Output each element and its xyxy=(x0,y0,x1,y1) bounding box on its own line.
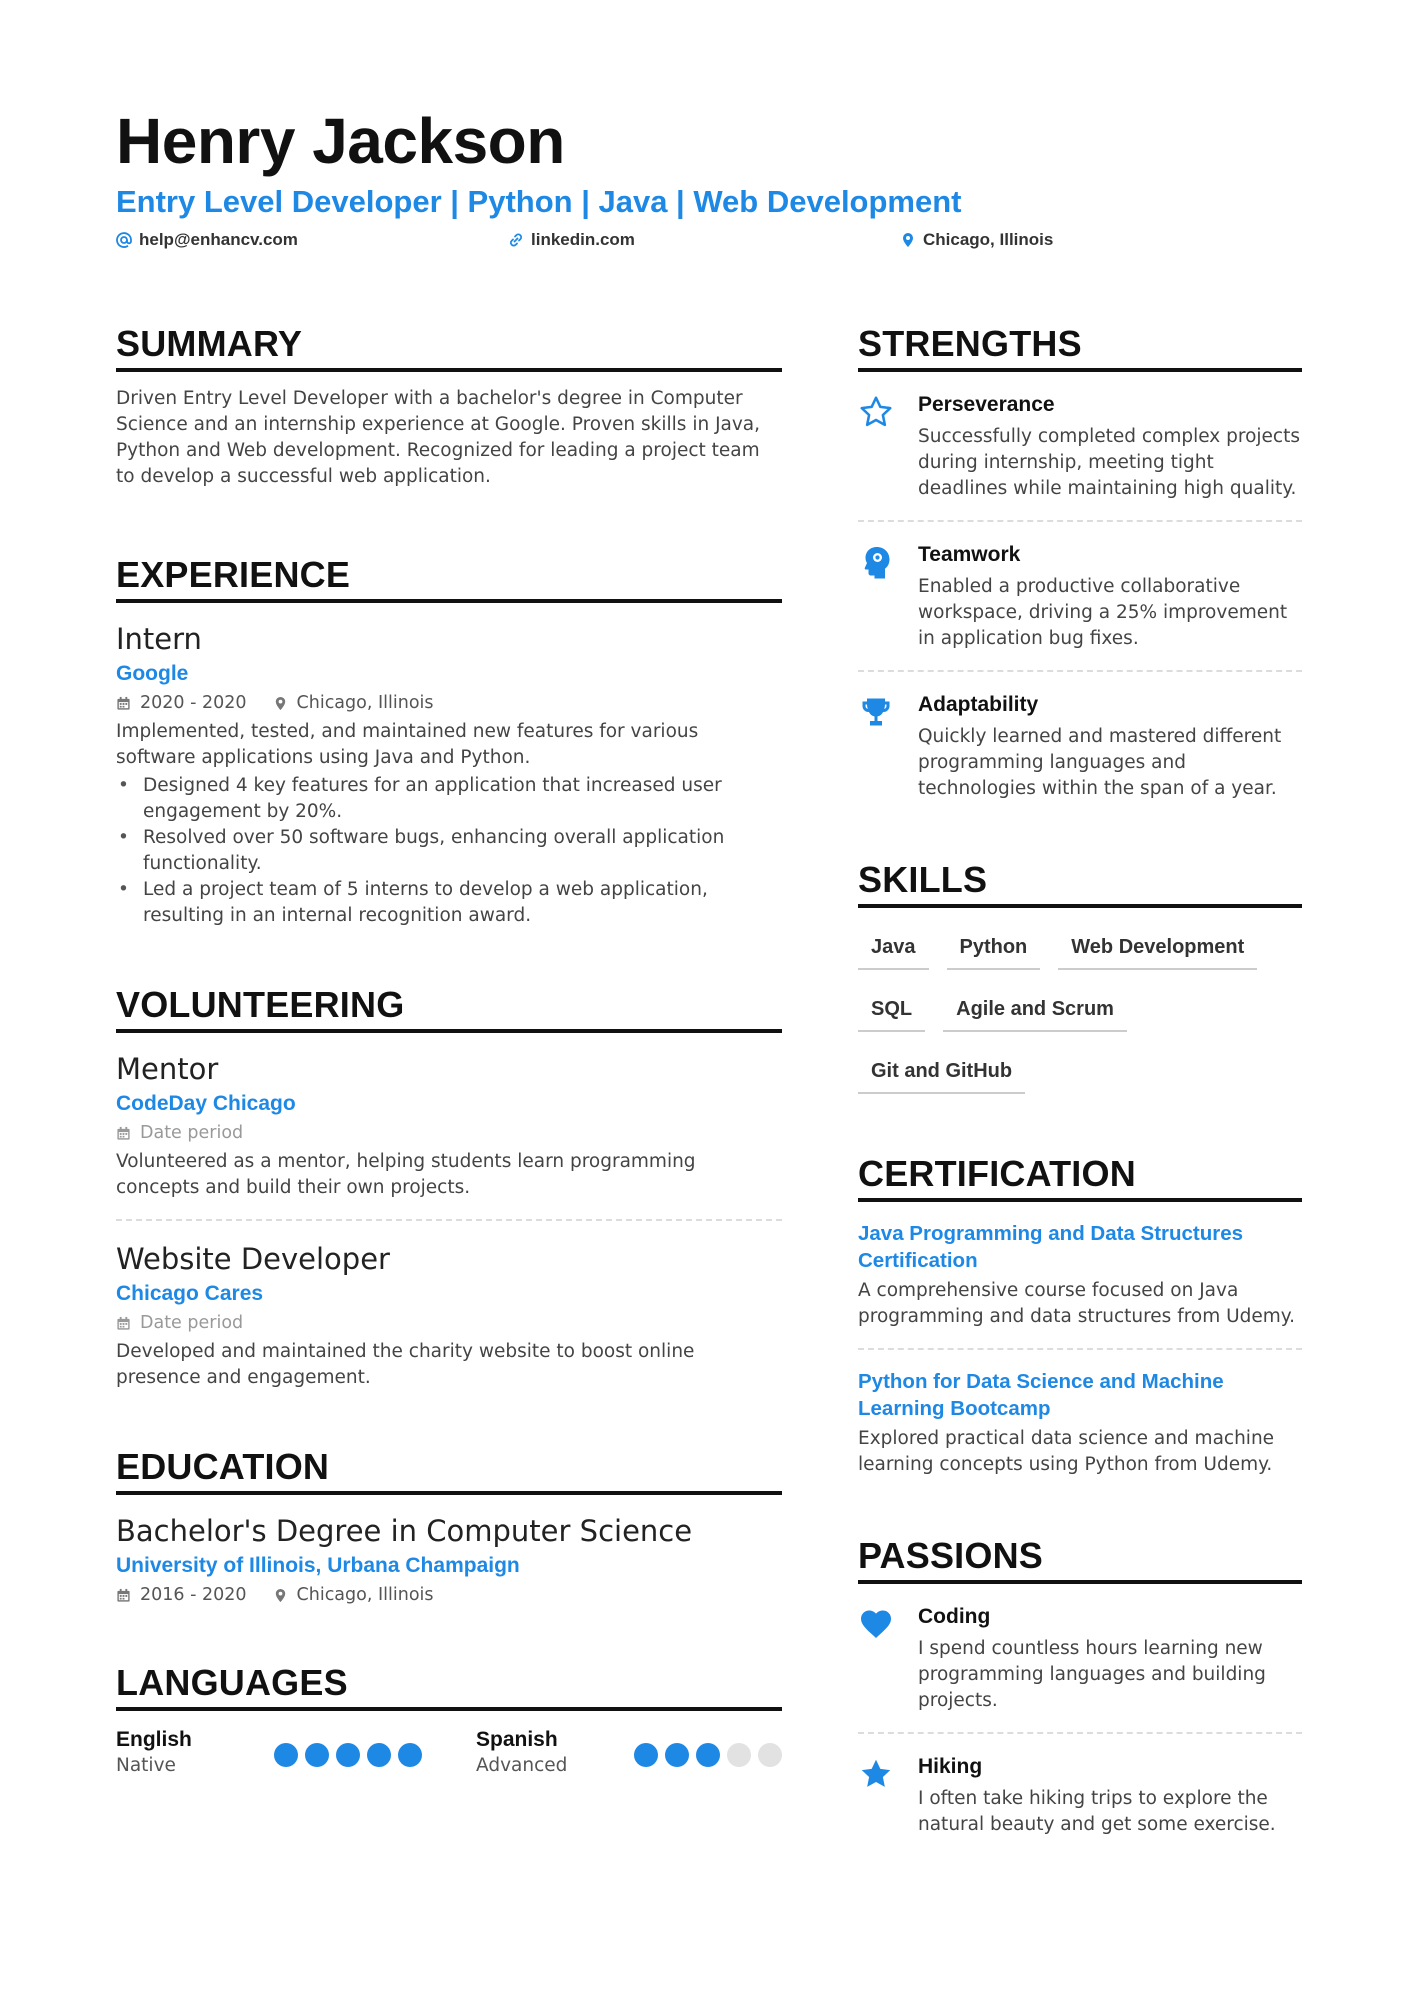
contact-email-text: help@enhancv.com xyxy=(139,230,298,249)
skill-tag: Web Development xyxy=(1058,928,1257,970)
contact-email[interactable] xyxy=(116,230,298,250)
strength-title: Teamwork xyxy=(918,543,1021,566)
language-rating xyxy=(274,1743,422,1767)
rating-dot-filled xyxy=(274,1743,298,1767)
rating-dot-filled xyxy=(398,1743,422,1767)
certification-item xyxy=(858,1220,1302,1330)
volunteering-entry xyxy=(116,1239,782,1391)
strength-text: Successfully completed complex projects during internship, meeting tight deadlines while maintaining high quality. xyxy=(918,426,1300,499)
divider xyxy=(116,1219,782,1221)
calendar-icon xyxy=(116,1316,131,1331)
experience-meta xyxy=(116,689,782,717)
location-pin-icon xyxy=(273,696,288,711)
rating-dot-empty xyxy=(758,1743,782,1767)
experience-bullet: • Resolved over 50 software bugs, enhancing overall application functionality. xyxy=(116,825,782,877)
volunteering-org[interactable]: CodeDay Chicago xyxy=(116,1092,296,1115)
experience-bullet: • Led a project team of 5 interns to develop a web application, resulting in an internal recognition award. xyxy=(116,877,782,929)
contact-linkedin[interactable] xyxy=(508,230,635,250)
education-location: Chicago, Illinois xyxy=(296,1585,434,1605)
rating-dot-filled xyxy=(634,1743,658,1767)
volunteering-meta xyxy=(116,1309,782,1337)
volunteering-entry xyxy=(116,1049,782,1201)
education-entry xyxy=(116,1511,782,1609)
divider xyxy=(858,670,1302,672)
experience-location: Chicago, Illinois xyxy=(296,693,434,713)
passion-title: Coding xyxy=(918,1605,991,1628)
volunteering-description: Developed and maintained the charity website to boost online presence and engagement. xyxy=(116,1341,695,1388)
language-level: Advanced xyxy=(476,1755,568,1776)
rating-dot-empty xyxy=(727,1743,751,1767)
strengths-heading: STRENGTHS xyxy=(858,322,1302,372)
skill-tag: Git and GitHub xyxy=(858,1052,1025,1094)
languages-section xyxy=(116,1661,782,1779)
experience-dates: 2020 - 2020 xyxy=(140,693,247,713)
trophy-icon xyxy=(858,694,894,730)
strength-title: Adaptability xyxy=(918,693,1039,716)
experience-entry xyxy=(116,619,782,929)
certification-item xyxy=(858,1368,1302,1478)
strength-title: Perseverance xyxy=(918,393,1055,416)
strength-text: Quickly learned and mastered different programming languages and technologies within the span of a year. xyxy=(918,726,1282,799)
rating-dot-filled xyxy=(336,1743,360,1767)
candidate-headline: Entry Level Developer | Python | Java | Web Development xyxy=(116,184,962,219)
heart-icon xyxy=(858,1606,894,1642)
experience-heading: EXPERIENCE xyxy=(116,553,782,603)
education-dates: 2016 - 2020 xyxy=(140,1585,247,1605)
certification-heading: CERTIFICATION xyxy=(858,1152,1302,1202)
strength-text: Enabled a productive collaborative workspace, driving a 25% improvement in application bug fixes. xyxy=(918,576,1288,649)
language-rating xyxy=(634,1743,782,1767)
experience-description: Implemented, tested, and maintained new features for various software applications using Java and Python. xyxy=(116,721,699,768)
passions-heading: PASSIONS xyxy=(858,1534,1302,1584)
divider xyxy=(858,1348,1302,1350)
education-degree: Bachelor's Degree in Computer Science xyxy=(116,1514,693,1548)
experience-section xyxy=(116,553,782,929)
language-item xyxy=(116,1727,274,1779)
strength-item xyxy=(858,690,1302,802)
language-name: English xyxy=(116,1728,192,1751)
strength-item xyxy=(858,390,1302,502)
experience-bullets xyxy=(116,773,782,929)
skills-heading: SKILLS xyxy=(858,858,1302,908)
left-column xyxy=(116,322,782,1779)
skills-section xyxy=(858,858,1302,1114)
certification-section xyxy=(858,1152,1302,1478)
summary-heading: SUMMARY xyxy=(116,322,782,372)
education-heading: EDUCATION xyxy=(116,1445,782,1495)
education-school[interactable]: University of Illinois, Urbana Champaign xyxy=(116,1554,520,1577)
rating-dot-filled xyxy=(305,1743,329,1767)
passions-section xyxy=(858,1534,1302,1838)
languages-row xyxy=(116,1727,782,1779)
language-level: Native xyxy=(116,1755,176,1776)
skill-tag: Agile and Scrum xyxy=(943,990,1127,1032)
volunteering-org[interactable]: Chicago Cares xyxy=(116,1282,264,1305)
education-section xyxy=(116,1445,782,1609)
location-pin-icon xyxy=(273,1588,288,1603)
passion-title: Hiking xyxy=(918,1755,983,1778)
skill-tag: Java xyxy=(858,928,929,970)
right-column xyxy=(858,322,1302,1838)
passion-item xyxy=(858,1752,1302,1838)
volunteering-section xyxy=(116,983,782,1391)
volunteering-meta xyxy=(116,1119,782,1147)
certification-text: Explored practical data science and machine learning concepts using Python from Udemy. xyxy=(858,1428,1275,1475)
divider xyxy=(858,520,1302,522)
star-outline-icon xyxy=(858,394,894,430)
volunteering-heading: VOLUNTEERING xyxy=(116,983,782,1033)
certification-title[interactable]: Java Programming and Data Structures Certification xyxy=(858,1222,1244,1272)
head-icon xyxy=(858,544,894,580)
contact-location-text: Chicago, Illinois xyxy=(923,230,1054,249)
passion-text: I often take hiking trips to explore the natural beauty and get some exercise. xyxy=(918,1788,1276,1835)
volunteering-role: Mentor xyxy=(116,1052,219,1086)
summary-text: Driven Entry Level Developer with a bachelor's degree in Computer Science and an internship experience at Google. Proven skills in Java, Python and Web development. Recognized for leading a project team to develop a successful web application. xyxy=(116,388,761,487)
language-item xyxy=(476,1727,634,1779)
link-icon xyxy=(508,232,524,248)
language-name: Spanish xyxy=(476,1728,558,1751)
contact-linkedin-text: linkedin.com xyxy=(531,230,635,249)
summary-section xyxy=(116,322,782,490)
certification-text: A comprehensive course focused on Java programming and data structures from Udemy. xyxy=(858,1280,1295,1327)
calendar-icon xyxy=(116,1588,131,1603)
experience-role: Intern xyxy=(116,622,202,656)
rating-dot-filled xyxy=(696,1743,720,1767)
volunteering-dates: Date period xyxy=(140,1123,244,1143)
languages-heading: LANGUAGES xyxy=(116,1661,782,1711)
experience-bullet: • Designed 4 key features for an application that increased user engagement by 20%. xyxy=(116,773,782,825)
calendar-icon xyxy=(116,1126,131,1141)
candidate-name: Henry Jackson xyxy=(116,105,565,177)
experience-company[interactable]: Google xyxy=(116,662,189,685)
contact-location xyxy=(900,230,1053,250)
at-icon xyxy=(116,232,132,248)
strengths-section xyxy=(858,322,1302,802)
passion-text: I spend countless hours learning new programming languages and building projects. xyxy=(918,1638,1266,1711)
calendar-icon xyxy=(116,696,131,711)
certification-title[interactable]: Python for Data Science and Machine Learning Bootcamp xyxy=(858,1370,1224,1420)
volunteering-dates: Date period xyxy=(140,1313,244,1333)
skills-list xyxy=(858,928,1302,1114)
divider xyxy=(858,1732,1302,1734)
skill-tag: Python xyxy=(947,928,1041,970)
rating-dot-filled xyxy=(367,1743,391,1767)
volunteering-description: Volunteered as a mentor, helping students learn programming concepts and build their own projects. xyxy=(116,1151,696,1198)
location-pin-icon xyxy=(900,232,916,248)
volunteering-role: Website Developer xyxy=(116,1242,390,1276)
skill-tag: SQL xyxy=(858,990,925,1032)
strength-item xyxy=(858,540,1302,652)
passion-item xyxy=(858,1602,1302,1714)
education-meta xyxy=(116,1581,782,1609)
rating-dot-filled xyxy=(665,1743,689,1767)
star-icon xyxy=(858,1756,894,1792)
